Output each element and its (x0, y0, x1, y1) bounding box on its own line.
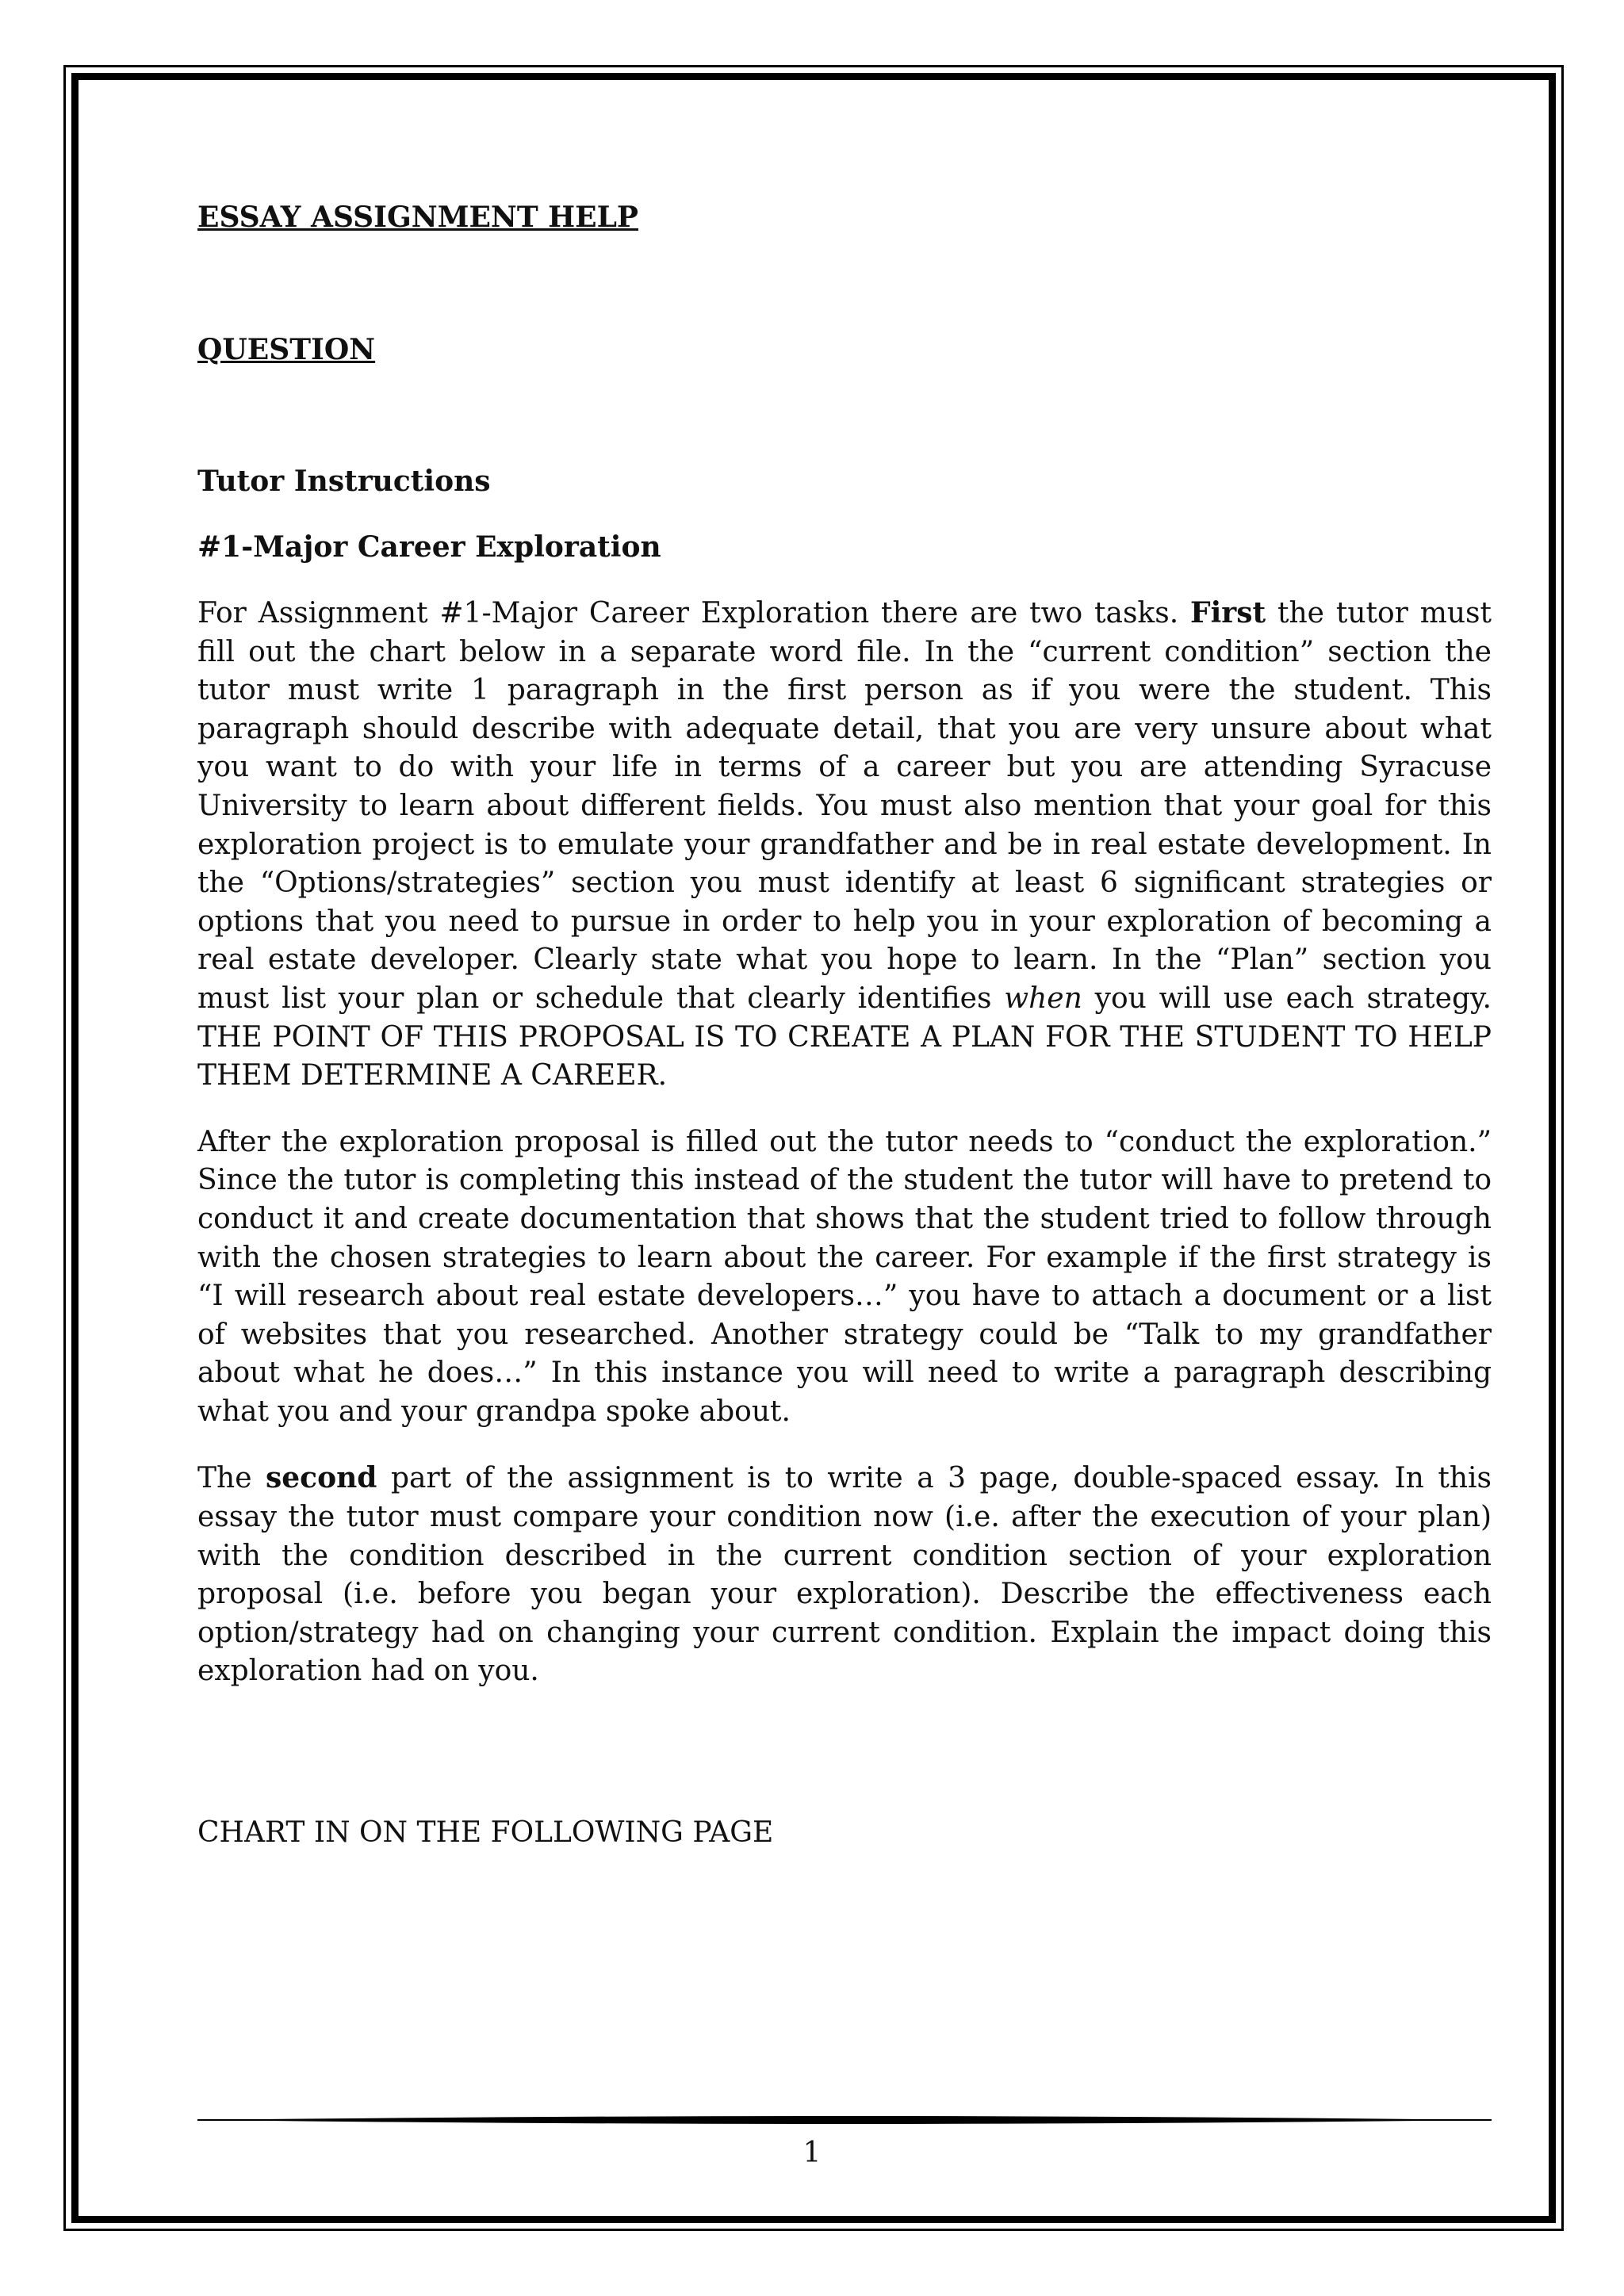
page-number: 1 (802, 2137, 822, 2169)
chart-note: CHART IN ON THE FOLLOWING PAGE (197, 1816, 774, 1850)
paragraph-tasks-bold-first: First (1190, 596, 1266, 629)
paragraph-tasks-part2: the tutor must fill out the chart below in a separate word file. In the “current condition” section the tutor must write 1 paragraph in the first person as if you were the student. This paragraph should describe with adequate detail, that you are very unsure about what you want to do with your life in terms of a career but you are attending Syracuse University to learn about different fields. You must also mention that your goal for this exploration project is to emulate your grandfather and be in real estate development. In the “Options/strategies” section you must identify at least 6 significant strategies or options that you need to pursue in order to help you in your exploration of becoming a real estate developer. Clearly state what you hope to learn. In the “Plan” section you must list your plan or schedule that clearly identifies (197, 597, 1492, 1015)
paragraph-tasks-part1: For Assignment #1-Major Career Exploration there are two tasks. (197, 597, 1191, 629)
paragraph-tasks-italic-when: when (1004, 982, 1082, 1015)
paragraph-essay-part1: The (197, 1462, 266, 1495)
section-label: QUESTION (197, 333, 376, 366)
paragraph-essay-bold-second: second (266, 1461, 377, 1495)
paragraph-tasks (197, 594, 1492, 1096)
paragraph-essay (197, 1459, 1492, 1691)
document-body (197, 198, 1492, 1853)
paragraph-exploration: After the exploration proposal is filled out the tutor needs to “conduct the exploration.” Since the tutor is completing this instead of the student the tutor will have to pretend to conduct it and create documentation that shows that the student tried to follow through with the chosen strategies to learn about the career. For example if the first strategy is “I will research about real estate developers…” you have to attach a document or a list of websites that you researched. Another strategy could be “Talk to my grandfather about what he does…” In this instance you will need to write a paragraph describing what you and your grandpa spoke about. (197, 1125, 1492, 1428)
paragraph-essay-part2: part of the assignment is to write a 3 page, double-spaced essay. In this essay the tutor must compare your condition now (i.e. after the execution of your plan) with the condition described in the current condition section of your exploration proposal (i.e. before you began your exploration). Describe the effectiveness each option/strategy had on changing your current condition. Explain the impact doing this exploration had on you. (197, 1462, 1492, 1688)
paragraph-tasks-part3: you will use each strategy. THE POINT OF THIS PROPOSAL IS TO CREATE A PLAN FOR THE STUDENT TO HELP THEM DETERMINE A CAREER. (197, 982, 1492, 1093)
document-title: ESSAY ASSIGNMENT HELP (197, 201, 638, 234)
subheading: Tutor Instructions (197, 465, 491, 498)
footer-divider (197, 2114, 1492, 2126)
assignment-heading: #1-Major Career Exploration (197, 530, 661, 564)
